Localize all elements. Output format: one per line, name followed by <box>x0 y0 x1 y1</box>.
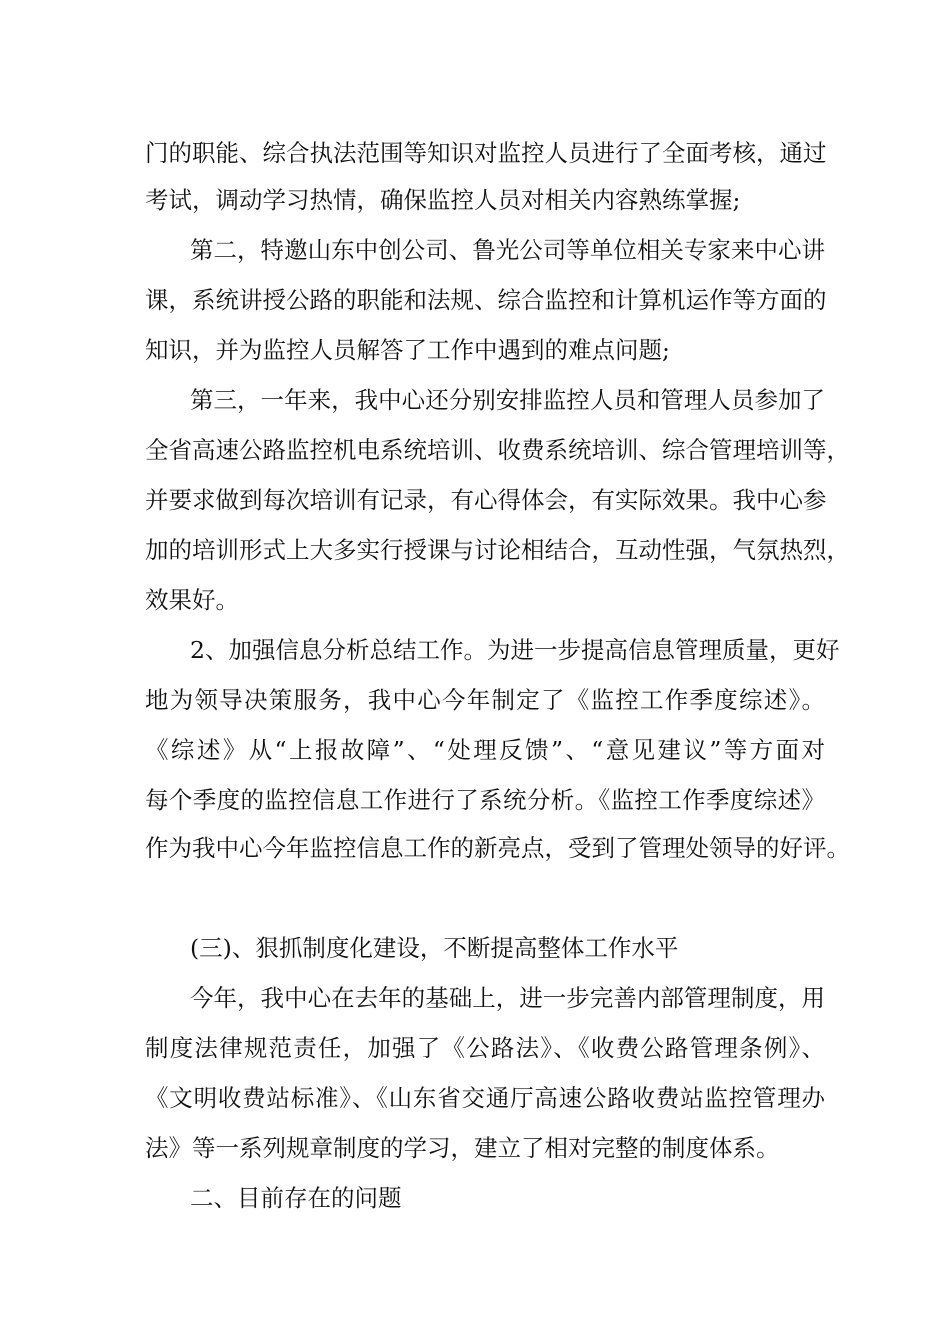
text-line: 制度法律规范责任，加强了《公路法》、《收费公路管理条例》、 <box>145 1034 825 1062</box>
text-line: 知识，并为监控人员解答了工作中遇到的难点问题; <box>145 336 670 364</box>
text-line: 每个季度的监控信息工作进行了系统分析。《监控工作季度综述》 <box>145 786 825 814</box>
text-line: 今年，我中心在去年的基础上，进一步完善内部管理制度，用 <box>190 984 825 1012</box>
text-line: 并要求做到每次培训有记录，有心得体会，有实际效果。我中心参 <box>145 486 827 514</box>
text-line: 第二，特邀山东中创公司、鲁光公司等单位相关专家来中心讲 <box>190 236 825 264</box>
text-line: 地为领导决策服务，我中心今年制定了《监控工作季度综述》。 <box>145 686 825 714</box>
text-line: 加的培训形式上大多实行授课与讨论相结合，互动性强，气氛热烈， <box>145 536 850 564</box>
text-line: 门的职能、综合执法范围等知识对监控人员进行了全面考核，通过 <box>145 139 827 167</box>
section-heading: (三)、狠抓制度化建设，不断提高整体工作水平 <box>190 934 679 962</box>
text-line: 课，系统讲授公路的职能和法规、综合监控和计算机运作等方面的 <box>145 286 827 314</box>
text-line: 法》等一系列规章制度的学习，建立了相对完整的制度体系。 <box>145 1134 780 1162</box>
text-line: 《文明收费站标准》、《山东省交通厅高速公路收费站监控管理办 <box>145 1084 825 1112</box>
text-line: 作为我中心今年监控信息工作的新亮点，受到了管理处领导的好评。 <box>145 834 850 862</box>
text-line: 考试，调动学习热情，确保监控人员对相关内容熟练掌握; <box>145 186 741 214</box>
text-line: 《综述》从“上报故障”、“处理反馈”、“意见建议”等方面对 <box>145 736 825 764</box>
text-line: 全省高速公路监控机电系统培训、收费系统培训、综合管理培训等， <box>145 436 850 464</box>
text-line: 效果好。 <box>145 586 239 614</box>
text-line: 第三，一年来，我中心还分别安排监控人员和管理人员参加了 <box>190 386 825 414</box>
section-heading: 二、目前存在的问题 <box>190 1184 402 1212</box>
text-line: 2、加强信息分析总结工作。为进一步提高信息管理质量，更好 <box>190 636 840 664</box>
